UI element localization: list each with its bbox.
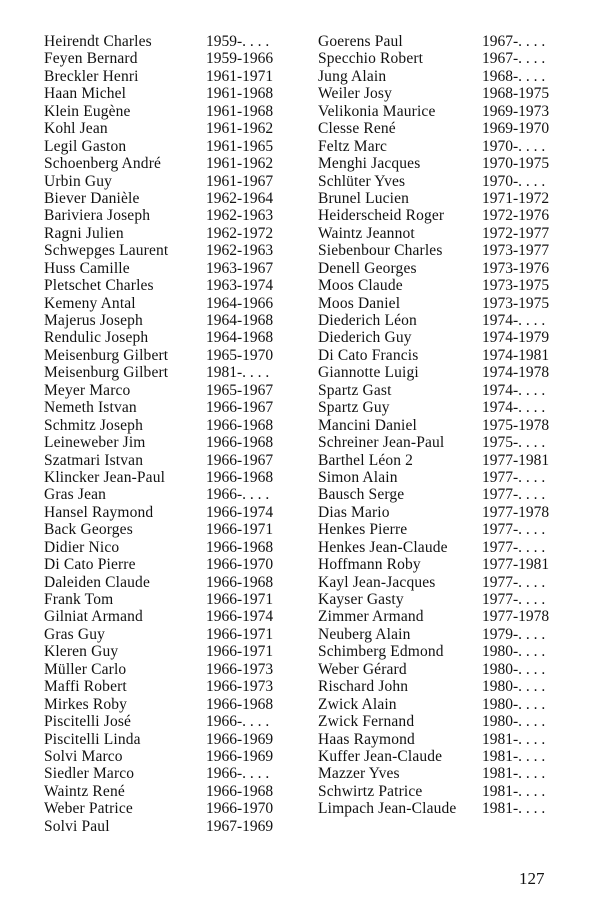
membership-years: 1972-1977 <box>482 224 550 242</box>
person-name: Kayser Gasty <box>318 591 404 608</box>
list-item <box>44 469 312 486</box>
person-name: Moos Claude <box>318 277 403 295</box>
list-item <box>44 242 312 259</box>
person-name: Majerus Joseph <box>44 312 143 329</box>
list-item <box>318 260 568 277</box>
membership-years: 1962-1972 <box>206 224 274 242</box>
membership-years: 1961-1962 <box>206 155 274 173</box>
person-name: Bariviera Joseph <box>44 207 151 225</box>
person-name: Nemeth Istvan <box>44 399 137 417</box>
membership-years: 1967-. . . . <box>482 50 546 68</box>
person-name: Heiderscheid Roger <box>318 207 445 225</box>
list-item <box>44 347 312 364</box>
person-name: Goerens Paul <box>318 33 403 50</box>
membership-years: 1977-1978 <box>482 503 550 521</box>
person-name: Haan Michel <box>44 85 127 103</box>
person-name: Kleren Guy <box>44 643 119 661</box>
list-item <box>318 417 568 434</box>
person-name: Neuberg Alain <box>318 625 411 643</box>
left-column <box>44 33 312 835</box>
list-item <box>44 486 312 503</box>
list-item <box>44 696 312 713</box>
list-item <box>318 103 568 120</box>
list-item <box>318 626 568 643</box>
membership-years: 1967-1969 <box>206 817 274 835</box>
membership-years: 1965-1967 <box>206 381 274 399</box>
list-item <box>318 138 568 155</box>
list-item <box>318 539 568 556</box>
list-item <box>44 626 312 643</box>
list-item <box>44 260 312 277</box>
person-name: Zwick Alain <box>318 695 397 713</box>
person-name: Gras Guy <box>44 625 106 643</box>
person-name: Breckler Henri <box>44 67 139 85</box>
list-item <box>318 504 568 521</box>
person-name: Di Cato Francis <box>318 346 419 364</box>
membership-years: 1981-. . . . <box>482 747 546 765</box>
membership-years: 1974-. . . . <box>482 381 546 399</box>
list-item <box>44 364 312 381</box>
membership-years: 1961-1971 <box>206 67 274 85</box>
list-item <box>44 643 312 660</box>
list-item <box>44 556 312 573</box>
membership-years: 1970-. . . . <box>482 137 546 155</box>
person-name: Klein Eugène <box>44 102 131 120</box>
person-name: Schwirtz Patrice <box>318 782 423 800</box>
membership-years: 1977-. . . . <box>482 521 546 539</box>
membership-years: 1966-1973 <box>206 660 274 678</box>
list-item <box>44 155 312 172</box>
membership-years: 1966-1968 <box>206 416 274 434</box>
list-item <box>44 539 312 556</box>
list-item <box>44 678 312 695</box>
person-name: Weber Gérard <box>318 660 407 678</box>
person-name: Menghi Jacques <box>318 155 421 173</box>
membership-years: 1966-1973 <box>206 678 274 696</box>
list-item <box>318 399 568 416</box>
list-item <box>318 696 568 713</box>
membership-years: 1977-1981 <box>482 556 550 574</box>
person-name: Rendulic Joseph <box>44 329 149 347</box>
person-name: Diederich Léon <box>318 312 417 329</box>
person-name: Piscitelli José <box>44 713 132 731</box>
membership-years: 1966-. . . . <box>206 713 270 731</box>
membership-years: 1959-. . . . <box>206 33 270 50</box>
membership-years: 1966-1968 <box>206 782 274 800</box>
person-name: Kohl Jean <box>44 120 108 138</box>
person-name: Meisenburg Gilbert <box>44 346 169 364</box>
membership-years: 1966-1967 <box>206 399 274 417</box>
membership-years: 1980-. . . . <box>482 695 546 713</box>
person-name: Henkes Jean-Claude <box>318 538 448 556</box>
membership-years: 1966-1970 <box>206 556 274 574</box>
list-item <box>318 521 568 538</box>
person-name: Szatmari Istvan <box>44 451 144 469</box>
list-item <box>44 138 312 155</box>
membership-years: 1966-1968 <box>206 573 274 591</box>
list-item <box>44 277 312 294</box>
person-name: Ragni Julien <box>44 224 124 242</box>
person-name: Huss Camille <box>44 259 130 277</box>
list-item <box>44 120 312 137</box>
membership-years: 1962-1963 <box>206 207 274 225</box>
list-item <box>318 225 568 242</box>
person-name: Legil Gaston <box>44 137 127 155</box>
membership-years: 1966-1971 <box>206 643 274 661</box>
membership-years: 1973-1975 <box>482 277 550 295</box>
list-item <box>318 364 568 381</box>
person-name: Solvi Paul <box>44 817 110 835</box>
person-name: Urbin Guy <box>44 172 113 190</box>
membership-years: 1968-1975 <box>482 85 550 103</box>
list-item <box>318 643 568 660</box>
person-name: Siedler Marco <box>44 765 135 783</box>
list-item <box>318 347 568 364</box>
membership-years: 1968-. . . . <box>482 67 546 85</box>
membership-years: 1977-1978 <box>482 608 550 626</box>
person-name: Schimberg Edmond <box>318 643 444 661</box>
list-item <box>318 469 568 486</box>
person-name: Back Georges <box>44 521 133 539</box>
list-item <box>44 748 312 765</box>
membership-years: 1974-. . . . <box>482 399 546 417</box>
person-name: Mirkes Roby <box>44 695 128 713</box>
list-item <box>318 242 568 259</box>
person-name: Piscitelli Linda <box>44 730 141 748</box>
list-item <box>318 661 568 678</box>
person-name: Denell Georges <box>318 259 417 277</box>
list-item <box>44 504 312 521</box>
list-item <box>44 329 312 346</box>
membership-years: 1961-1968 <box>206 85 274 103</box>
list-item <box>44 434 312 451</box>
person-name: Schreiner Jean-Paul <box>318 434 445 452</box>
list-item <box>318 731 568 748</box>
person-name: Henkes Pierre <box>318 521 408 539</box>
person-name: Jung Alain <box>318 67 387 85</box>
list-item <box>318 765 568 782</box>
list-item <box>44 731 312 748</box>
list-item <box>44 295 312 312</box>
list-item <box>318 33 568 50</box>
person-name: Weber Patrice <box>44 800 133 818</box>
membership-years: 1966-1971 <box>206 625 274 643</box>
list-item <box>318 173 568 190</box>
person-name: Specchio Robert <box>318 50 424 68</box>
list-item <box>318 556 568 573</box>
list-item <box>44 608 312 625</box>
list-item <box>44 417 312 434</box>
list-item <box>44 783 312 800</box>
list-item <box>318 382 568 399</box>
list-item <box>318 68 568 85</box>
membership-years: 1969-1970 <box>482 120 550 138</box>
person-name: Gras Jean <box>44 486 107 504</box>
right-column <box>318 33 568 818</box>
person-name: Schoenberg André <box>44 155 162 173</box>
list-item <box>318 190 568 207</box>
person-name: Giannotte Luigi <box>318 364 419 382</box>
membership-years: 1966-1968 <box>206 468 274 486</box>
membership-years: 1966-1971 <box>206 591 274 608</box>
list-item <box>318 800 568 817</box>
person-name: Mancini Daniel <box>318 416 417 434</box>
membership-years: 1980-. . . . <box>482 678 546 696</box>
membership-years: 1981-. . . . <box>482 765 546 783</box>
page-number: 127 <box>519 869 545 888</box>
list-item <box>44 382 312 399</box>
person-name: Feltz Marc <box>318 137 388 155</box>
membership-years: 1969-1973 <box>482 102 550 120</box>
person-name: Moos Daniel <box>318 294 401 312</box>
membership-years: 1974-. . . . <box>482 312 546 329</box>
membership-years: 1980-. . . . <box>482 660 546 678</box>
list-item <box>318 783 568 800</box>
list-item <box>44 103 312 120</box>
list-item <box>44 661 312 678</box>
membership-years: 1967-. . . . <box>482 33 546 50</box>
person-name: Kemeny Antal <box>44 294 136 312</box>
list-item <box>318 120 568 137</box>
membership-years: 1974-1981 <box>482 346 550 364</box>
person-name: Spartz Guy <box>318 399 390 417</box>
membership-years: 1977-. . . . <box>482 538 546 556</box>
membership-years: 1966-1974 <box>206 608 274 626</box>
person-name: Heirendt Charles <box>44 33 152 50</box>
person-name: Müller Carlo <box>44 660 127 678</box>
person-name: Haas Raymond <box>318 730 415 748</box>
list-item <box>44 85 312 102</box>
membership-years: 1966-1969 <box>206 730 274 748</box>
person-name: Mazzer Yves <box>318 765 400 783</box>
membership-years: 1966-1969 <box>206 747 274 765</box>
list-item <box>44 50 312 67</box>
person-name: Maffi Robert <box>44 678 127 696</box>
membership-years: 1979-. . . . <box>482 625 546 643</box>
person-name: Gilniat Armand <box>44 608 143 626</box>
membership-years: 1962-1964 <box>206 189 274 207</box>
list-item <box>44 207 312 224</box>
list-item <box>318 155 568 172</box>
list-item <box>44 818 312 835</box>
list-item <box>44 225 312 242</box>
person-name: Solvi Marco <box>44 747 123 765</box>
membership-years: 1975-. . . . <box>482 434 546 452</box>
membership-years: 1975-1978 <box>482 416 550 434</box>
person-name: Diederich Guy <box>318 329 412 347</box>
list-item <box>318 312 568 329</box>
person-name: Barthel Léon 2 <box>318 451 414 469</box>
membership-years: 1966-1971 <box>206 521 274 539</box>
person-name: Clesse René <box>318 120 396 138</box>
membership-years: 1964-1966 <box>206 294 274 312</box>
list-item <box>318 434 568 451</box>
membership-years: 1977-. . . . <box>482 468 546 486</box>
membership-years: 1961-1965 <box>206 137 274 155</box>
membership-years: 1981-. . . . <box>206 364 270 382</box>
membership-years: 1962-1963 <box>206 242 274 260</box>
list-item <box>318 295 568 312</box>
membership-years: 1965-1970 <box>206 346 274 364</box>
membership-years: 1981-. . . . <box>482 782 546 800</box>
membership-years: 1980-. . . . <box>482 713 546 731</box>
membership-years: 1977-1981 <box>482 451 550 469</box>
list-item <box>318 85 568 102</box>
person-name: Frank Tom <box>44 591 114 608</box>
membership-years: 1963-1974 <box>206 277 274 295</box>
membership-years: 1972-1976 <box>482 207 550 225</box>
list-item <box>318 486 568 503</box>
list-item <box>44 800 312 817</box>
person-name: Schmitz Joseph <box>44 416 143 434</box>
person-name: Feyen Bernard <box>44 50 138 68</box>
membership-years: 1980-. . . . <box>482 643 546 661</box>
person-name: Meisenburg Gilbert <box>44 364 169 382</box>
membership-years: 1961-1968 <box>206 102 274 120</box>
membership-years: 1974-1979 <box>482 329 550 347</box>
list-item <box>318 277 568 294</box>
list-item <box>318 713 568 730</box>
membership-years: 1971-1972 <box>482 189 550 207</box>
membership-years: 1981-. . . . <box>482 800 546 818</box>
list-item <box>318 574 568 591</box>
list-item <box>44 312 312 329</box>
membership-years: 1966-1968 <box>206 695 274 713</box>
person-name: Zwick Fernand <box>318 713 415 731</box>
person-name: Pletschet Charles <box>44 277 154 295</box>
person-name: Schlüter Yves <box>318 172 406 190</box>
membership-years: 1966-. . . . <box>206 765 270 783</box>
person-name: Kuffer Jean-Claude <box>318 747 443 765</box>
person-name: Brunel Lucien <box>318 189 410 207</box>
list-item <box>44 190 312 207</box>
membership-years: 1966-1967 <box>206 451 274 469</box>
person-name: Leineweber Jim <box>44 434 146 452</box>
membership-years: 1964-1968 <box>206 329 274 347</box>
person-name: Meyer Marco <box>44 381 131 399</box>
list-item <box>44 68 312 85</box>
person-name: Rischard John <box>318 678 409 696</box>
membership-years: 1963-1967 <box>206 259 274 277</box>
person-name: Bausch Serge <box>318 486 405 504</box>
person-name: Didier Nico <box>44 538 120 556</box>
list-item <box>44 574 312 591</box>
list-item <box>318 329 568 346</box>
membership-years: 1970-1975 <box>482 155 550 173</box>
person-name: Klincker Jean-Paul <box>44 468 166 486</box>
membership-years: 1981-. . . . <box>482 730 546 748</box>
membership-years: 1966-. . . . <box>206 486 270 504</box>
list-item <box>318 50 568 67</box>
person-name: Siebenbour Charles <box>318 242 443 260</box>
list-item <box>44 452 312 469</box>
list-item <box>318 678 568 695</box>
membership-years: 1973-1976 <box>482 259 550 277</box>
person-name: Simon Alain <box>318 468 398 486</box>
membership-years: 1974-1978 <box>482 364 550 382</box>
person-name: Dias Mario <box>318 503 390 521</box>
list-item <box>44 591 312 608</box>
membership-years: 1977-. . . . <box>482 591 546 608</box>
membership-years: 1977-. . . . <box>482 573 546 591</box>
list-item <box>318 452 568 469</box>
list-item <box>44 399 312 416</box>
person-name: Kayl Jean-Jacques <box>318 573 436 591</box>
list-item <box>44 713 312 730</box>
membership-years: 1966-1974 <box>206 503 274 521</box>
membership-years: 1973-1977 <box>482 242 550 260</box>
person-name: Weiler Josy <box>318 85 393 103</box>
membership-years: 1961-1967 <box>206 172 274 190</box>
membership-years: 1961-1962 <box>206 120 274 138</box>
membership-years: 1959-1966 <box>206 50 274 68</box>
list-item <box>318 207 568 224</box>
list-item <box>318 591 568 608</box>
membership-years: 1966-1968 <box>206 538 274 556</box>
person-name: Limpach Jean-Claude <box>318 800 457 818</box>
membership-years: 1970-. . . . <box>482 172 546 190</box>
person-name: Zimmer Armand <box>318 608 424 626</box>
person-name: Velikonia Maurice <box>318 102 436 120</box>
membership-years: 1973-1975 <box>482 294 550 312</box>
membership-years: 1966-1970 <box>206 800 274 818</box>
list-item <box>44 33 312 50</box>
list-item <box>44 173 312 190</box>
membership-years: 1977-. . . . <box>482 486 546 504</box>
list-item <box>318 748 568 765</box>
person-name: Spartz Gast <box>318 381 392 399</box>
list-item <box>44 521 312 538</box>
person-name: Biever Danièle <box>44 189 140 207</box>
list-item <box>318 608 568 625</box>
person-name: Daleiden Claude <box>44 573 150 591</box>
membership-years: 1964-1968 <box>206 312 274 329</box>
person-name: Di Cato Pierre <box>44 556 136 574</box>
person-name: Waintz Jeannot <box>318 224 415 242</box>
list-item <box>44 765 312 782</box>
person-name: Schwepges Laurent <box>44 242 169 260</box>
person-name: Hansel Raymond <box>44 503 154 521</box>
person-name: Waintz René <box>44 782 125 800</box>
person-name: Hoffmann Roby <box>318 556 421 574</box>
membership-years: 1966-1968 <box>206 434 274 452</box>
